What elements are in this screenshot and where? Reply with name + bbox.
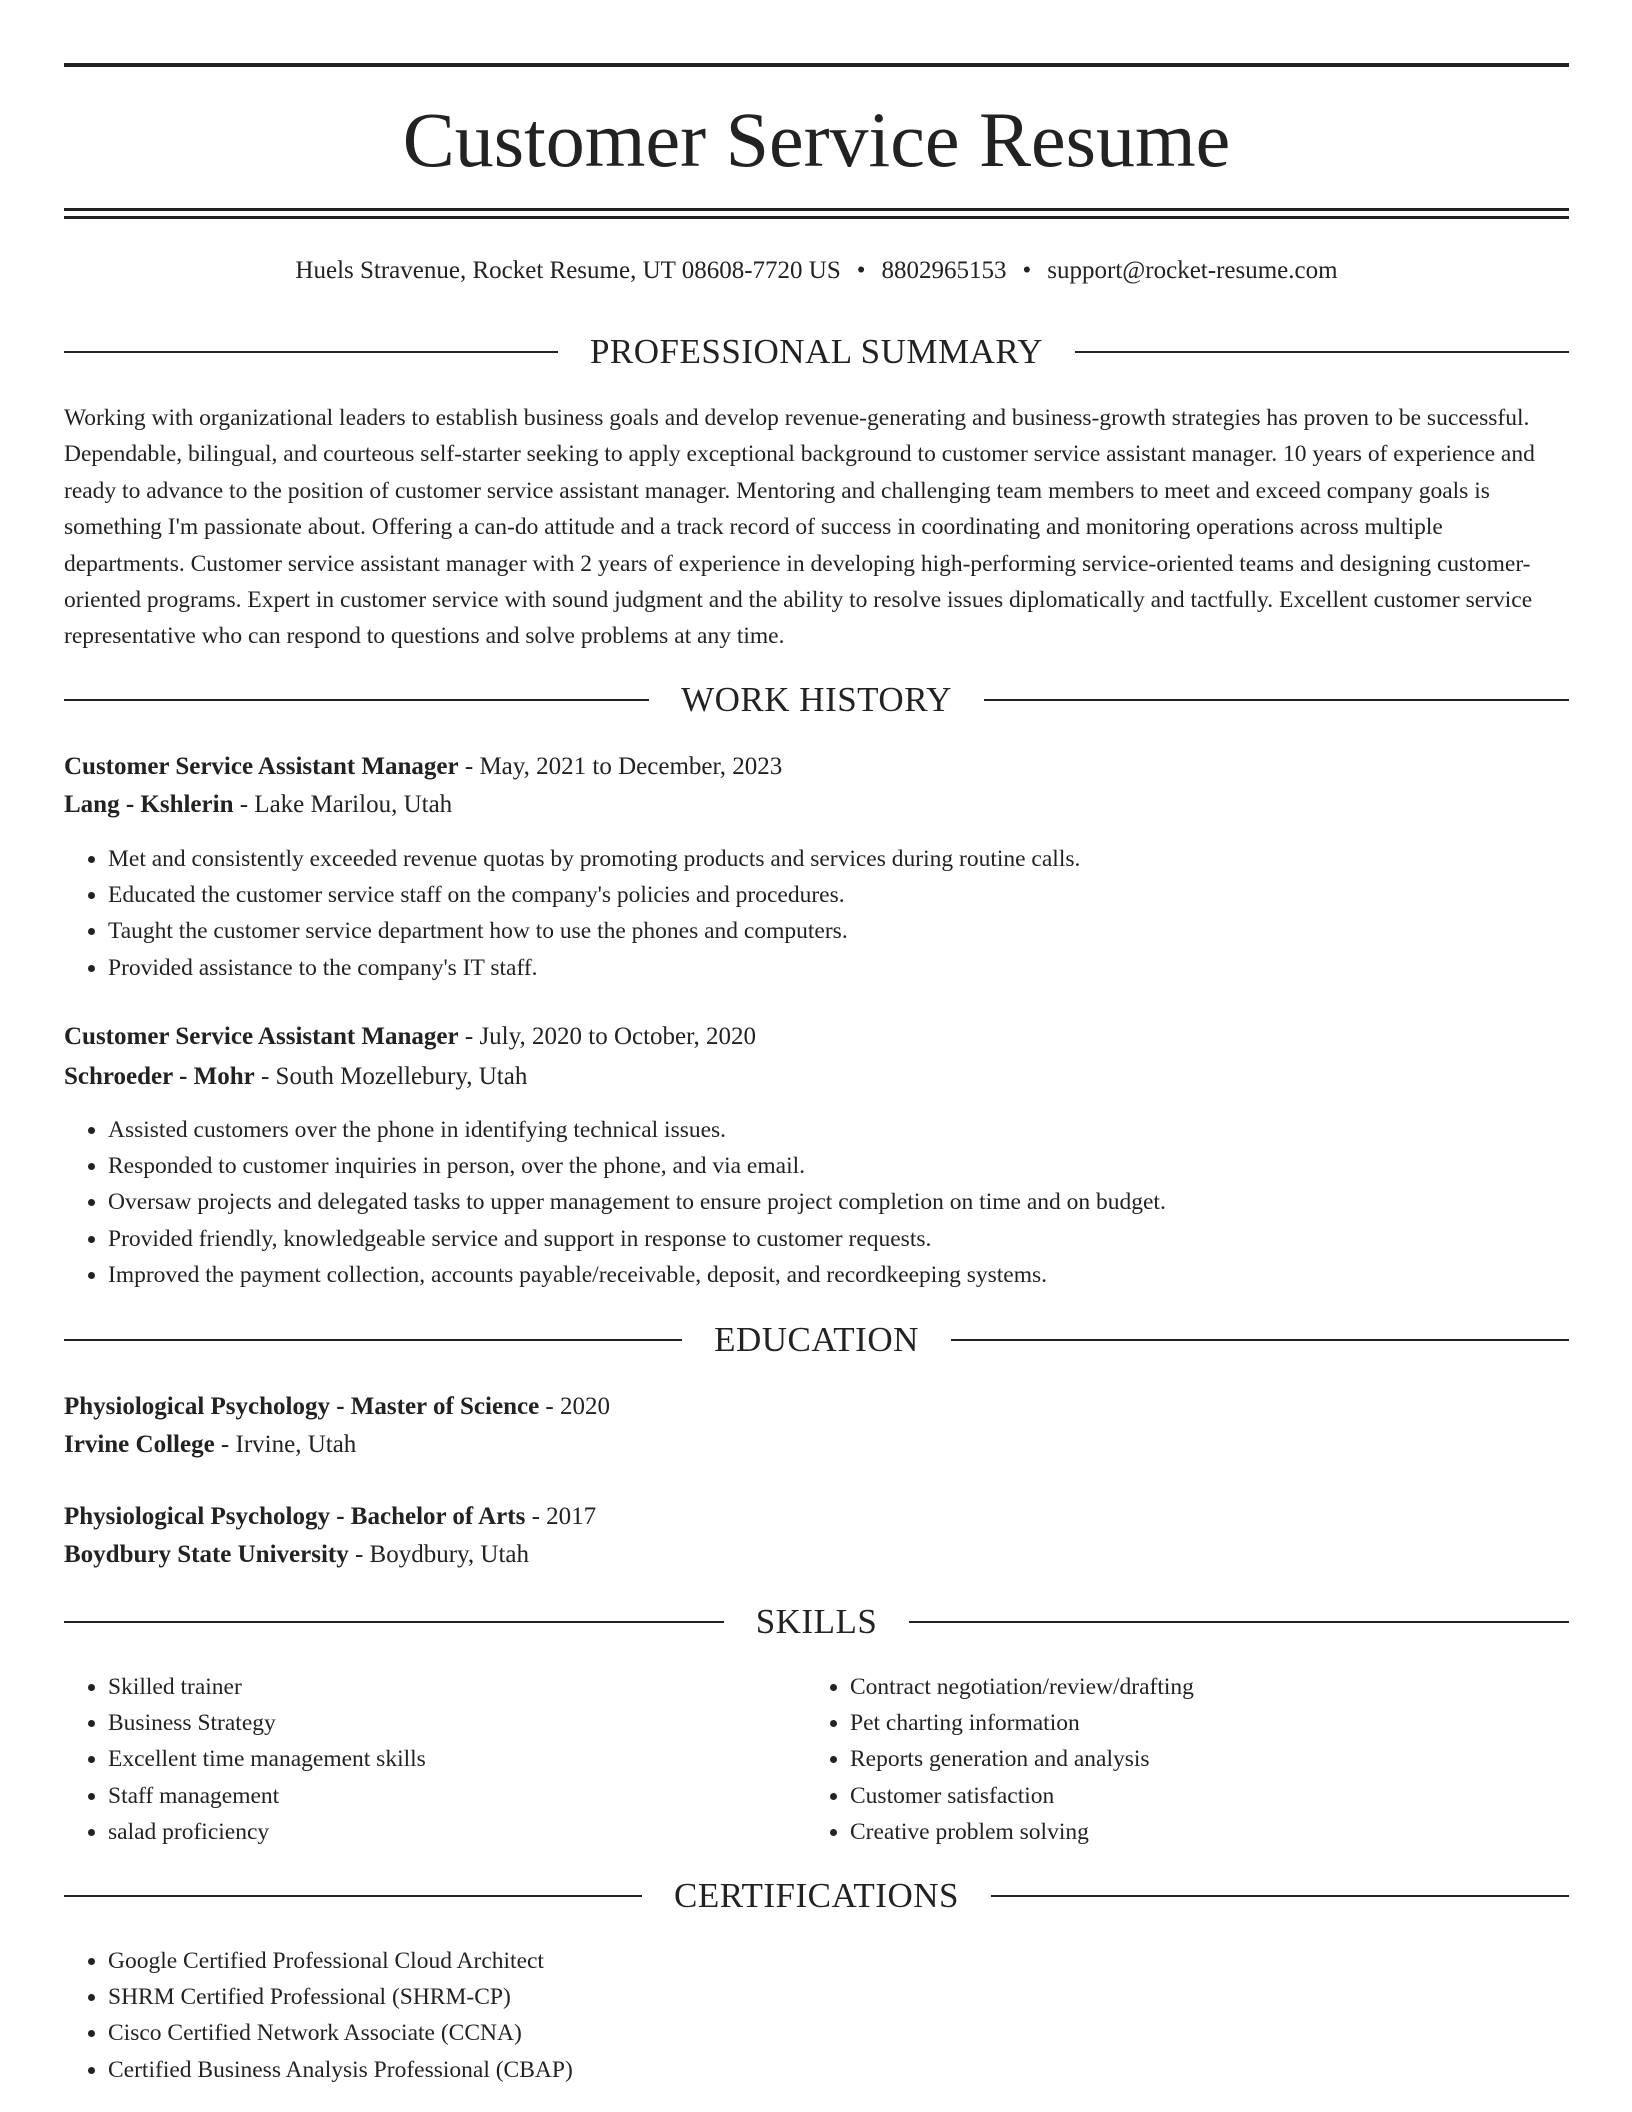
certifications-list xyxy=(64,1943,573,2088)
list-item: • Reports generation and analysis xyxy=(850,1741,1194,1777)
education-school-line xyxy=(64,1428,1569,1462)
heading-rule xyxy=(909,1621,1569,1623)
contact-line xyxy=(64,254,1569,288)
heading-rule xyxy=(951,1339,1569,1341)
job-title-line xyxy=(64,1020,1569,1054)
section-heading-label: SKILLS xyxy=(755,1602,878,1641)
list-item: • Skilled trainer xyxy=(108,1669,426,1705)
job-bullets xyxy=(64,1112,1166,1293)
list-item: • Google Certified Professional Cloud Architect xyxy=(108,1943,573,1979)
heading-rule xyxy=(64,1621,724,1623)
section-heading-education xyxy=(64,1320,1569,1360)
job-location: - South Mozellebury, Utah xyxy=(254,1063,528,1090)
education-school: Boydbury State University xyxy=(64,1541,349,1568)
list-item: • Oversaw projects and delegated tasks to upper management to ensure project completion on time and on budget. xyxy=(108,1184,1166,1220)
list-item: • Responded to customer inquiries in person, over the phone, and via email. xyxy=(108,1148,1166,1184)
section-heading-label: PROFESSIONAL SUMMARY xyxy=(589,332,1044,371)
list-item: • Met and consistently exceeded revenue quotas by promoting products and services during routine calls. xyxy=(108,841,1080,877)
list-item: • Staff management xyxy=(108,1778,426,1814)
heading-rule xyxy=(64,1895,642,1897)
list-item: • Provided friendly, knowledgeable service and support in response to customer requests. xyxy=(108,1221,1166,1257)
section-heading-work-history xyxy=(64,680,1569,720)
job-title: Customer Service Assistant Manager xyxy=(64,1023,459,1050)
summary-paragraph: Working with organizational leaders to establish business goals and develop revenue-generating and business-growth strategies has proven to be successful. Dependable, bilingual, and courteous self-starter seeking to apply exceptional background to customer service assistant manager. 10 years of experience and ready to advance to the position of customer service assistant manager. Mentoring and challenging team members to meet and exceed company goals is something I'm passionate about. Offering a can-do attitude and a track record of success in coordinating and monitoring operations across multiple departments. Customer service assistant manager with 2 years of experience in developing high-performing service-oriented teams and designing customer-oriented programs. Expert in customer service with sound judgment and the ability to resolve issues diplomatically and tactfully. Excellent customer service representative who can respond to questions and solve problems at any time. xyxy=(64,405,1535,650)
heading-rule xyxy=(64,1339,682,1341)
page-title: Customer Service Resume xyxy=(402,96,1231,183)
list-item: • Educated the customer service staff on the company's policies and procedures. xyxy=(108,877,1080,913)
heading-rule xyxy=(64,699,649,701)
heading-rule xyxy=(984,699,1569,701)
skills-list-left xyxy=(64,1669,426,1850)
contact-phone: 8802965153 xyxy=(881,257,1007,284)
job-dates: - May, 2021 to December, 2023 xyxy=(458,753,783,780)
header-top-rule xyxy=(64,63,1569,67)
list-item: • salad proficiency xyxy=(108,1814,426,1850)
job-dates: - July, 2020 to October, 2020 xyxy=(458,1023,756,1050)
heading-rule xyxy=(991,1895,1569,1897)
list-item: • Taught the customer service department how to use the phones and computers. xyxy=(108,913,1080,949)
education-location: - Boydbury, Utah xyxy=(348,1541,530,1568)
job-company: Schroeder - Mohr xyxy=(64,1063,255,1090)
header-double-rule-upper xyxy=(64,208,1569,211)
job-title-line xyxy=(64,750,1569,784)
job-title: Customer Service Assistant Manager xyxy=(64,753,459,780)
job-location: - Lake Marilou, Utah xyxy=(233,791,453,818)
list-item: • Creative problem solving xyxy=(850,1814,1194,1850)
heading-rule xyxy=(64,351,558,353)
education-year: - 2020 xyxy=(539,1393,610,1420)
section-heading-skills xyxy=(64,1602,1569,1642)
list-item: • Pet charting information xyxy=(850,1705,1194,1741)
list-item: • Excellent time management skills xyxy=(108,1741,426,1777)
education-degree: Physiological Psychology - Master of Science xyxy=(64,1393,540,1420)
section-heading-certifications xyxy=(64,1876,1569,1916)
list-item: • Assisted customers over the phone in identifying technical issues. xyxy=(108,1112,1166,1148)
heading-rule xyxy=(1075,351,1569,353)
job-company: Lang - Kshlerin xyxy=(64,791,234,818)
education-degree-line xyxy=(64,1500,1569,1534)
contact-separator: • xyxy=(1022,257,1032,284)
job-bullets xyxy=(64,841,1080,986)
education-degree: Physiological Psychology - Bachelor of Arts xyxy=(64,1503,526,1530)
list-item: • Contract negotiation/review/drafting xyxy=(850,1669,1194,1705)
list-item: • Certified Business Analysis Professional (CBAP) xyxy=(108,2052,573,2088)
contact-address: Huels Stravenue, Rocket Resume, UT 08608-7720 US xyxy=(295,257,841,284)
list-item: • Cisco Certified Network Associate (CCNA) xyxy=(108,2015,573,2051)
education-location: - Irvine, Utah xyxy=(214,1431,357,1458)
list-item: • SHRM Certified Professional (SHRM-CP) xyxy=(108,1979,573,2015)
section-heading-label: EDUCATION xyxy=(714,1320,919,1359)
education-school: Irvine College xyxy=(64,1431,215,1458)
section-heading-label: CERTIFICATIONS xyxy=(674,1876,959,1915)
education-school-line xyxy=(64,1538,1569,1572)
education-year: - 2017 xyxy=(525,1503,597,1530)
list-item: • Business Strategy xyxy=(108,1705,426,1741)
job-company-line xyxy=(64,788,1569,822)
list-item: • Provided assistance to the company's IT staff. xyxy=(108,950,1080,986)
section-heading-summary xyxy=(64,332,1569,372)
header-double-rule-lower xyxy=(64,216,1569,219)
list-item: • Improved the payment collection, accounts payable/receivable, deposit, and recordkeeping systems. xyxy=(108,1257,1166,1293)
job-company-line xyxy=(64,1060,1569,1094)
education-degree-line xyxy=(64,1390,1569,1424)
skills-list-right xyxy=(806,1669,1194,1850)
contact-separator: • xyxy=(856,257,866,284)
section-heading-label: WORK HISTORY xyxy=(681,680,952,719)
contact-email: support@rocket-resume.com xyxy=(1047,257,1338,284)
list-item: • Customer satisfaction xyxy=(850,1778,1194,1814)
